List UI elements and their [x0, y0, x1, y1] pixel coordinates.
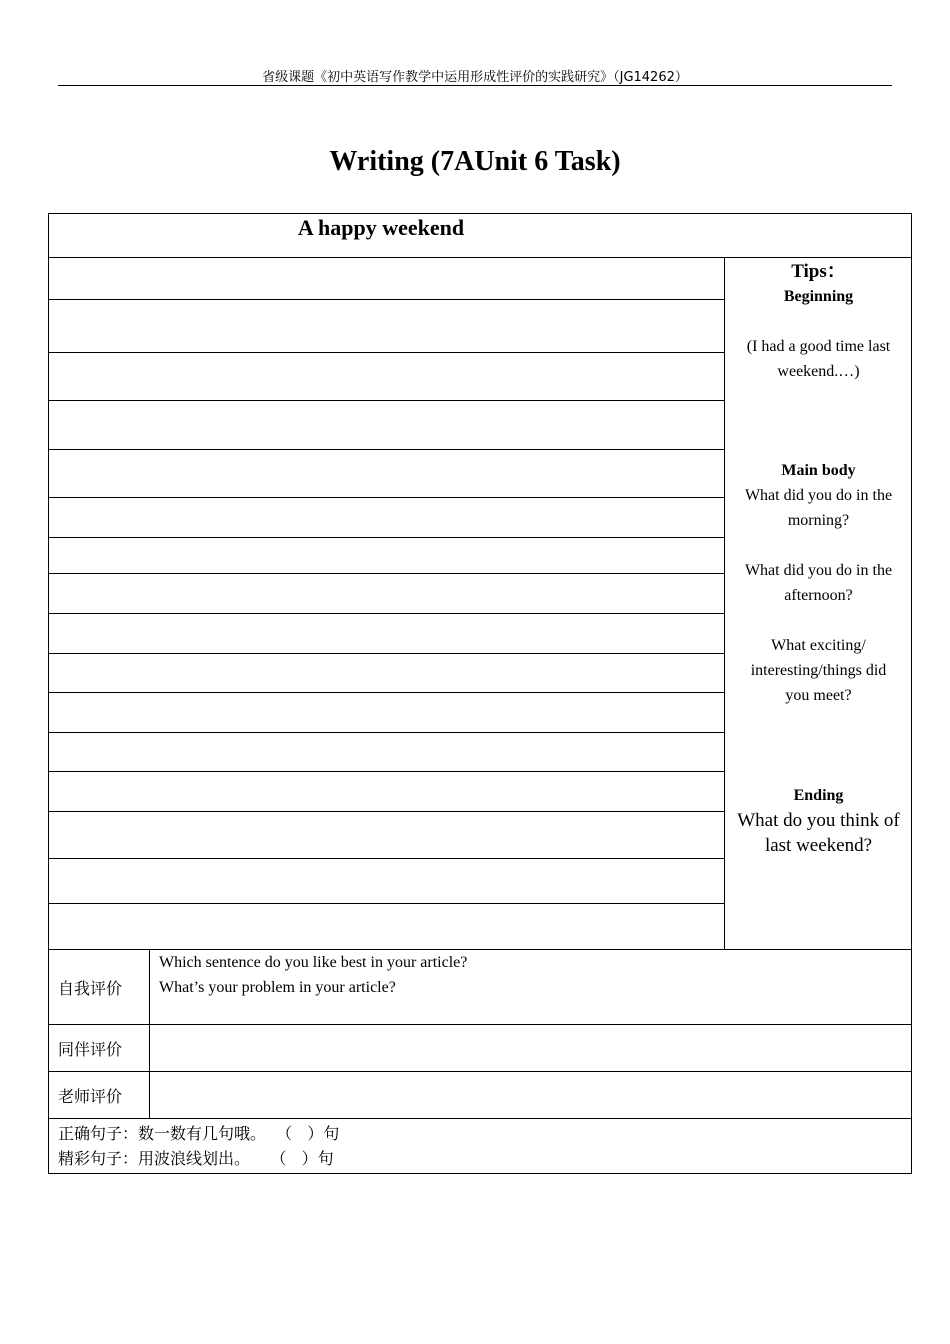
main-body-question-1: What did you do in the morning? — [744, 487, 893, 529]
self-evaluation-label: 自我评价 — [58, 979, 123, 998]
teacher-evaluation-label: 老师评价 — [58, 1087, 123, 1106]
table-rule — [48, 1071, 912, 1072]
self-evaluation-prompt-2: What’s your problem in your article? — [159, 979, 396, 996]
tips-heading: Tips： — [791, 261, 846, 282]
writing-line[interactable] — [48, 858, 724, 859]
header-rule — [58, 85, 892, 86]
essay-title: A happy weekend — [297, 215, 465, 240]
ending-heading: Ending — [793, 787, 844, 804]
column-divider — [149, 949, 150, 1118]
main-body-heading: Main body — [781, 462, 856, 479]
self-evaluation-prompt-1: Which sentence do you like best in your article? — [159, 954, 468, 971]
writing-line[interactable] — [48, 352, 724, 353]
writing-line[interactable] — [48, 903, 724, 904]
writing-line[interactable] — [48, 653, 724, 654]
ending-hint: What do you think of last weekend? — [737, 810, 900, 856]
writing-line[interactable] — [48, 732, 724, 733]
writing-line[interactable] — [48, 692, 724, 693]
beginning-hint: (I had a good time last weekend.…) — [746, 338, 891, 380]
writing-line[interactable] — [48, 771, 724, 772]
writing-line[interactable] — [48, 613, 724, 614]
writing-line[interactable] — [48, 573, 724, 574]
page-title: Writing (7AUnit 6 Task) — [329, 146, 621, 177]
main-body-question-2: What did you do in the afternoon? — [744, 562, 893, 604]
writing-line[interactable] — [48, 299, 724, 300]
writing-line[interactable] — [48, 449, 724, 450]
excellent-sentences-note: 精彩句子：用波浪线划出。 （ ）句 — [58, 1149, 334, 1168]
table-rule — [48, 1024, 912, 1025]
main-body-question-3: What exciting/ interesting/things did you meet? — [750, 637, 887, 704]
beginning-heading: Beginning — [783, 288, 854, 305]
tips-panel — [725, 258, 912, 858]
page-header: 省级课题《初中英语写作教学中运用形成性评价的实践研究》（JG14262） — [262, 70, 688, 85]
writing-line[interactable] — [48, 537, 724, 538]
table-rule — [48, 1118, 912, 1119]
correct-sentences-count: 正确句子：数一数有几句哦。 （ ）句 — [58, 1124, 340, 1143]
writing-line[interactable] — [48, 811, 724, 812]
peer-evaluation-label: 同伴评价 — [58, 1040, 123, 1059]
writing-line[interactable] — [48, 497, 724, 498]
writing-line[interactable] — [48, 400, 724, 401]
